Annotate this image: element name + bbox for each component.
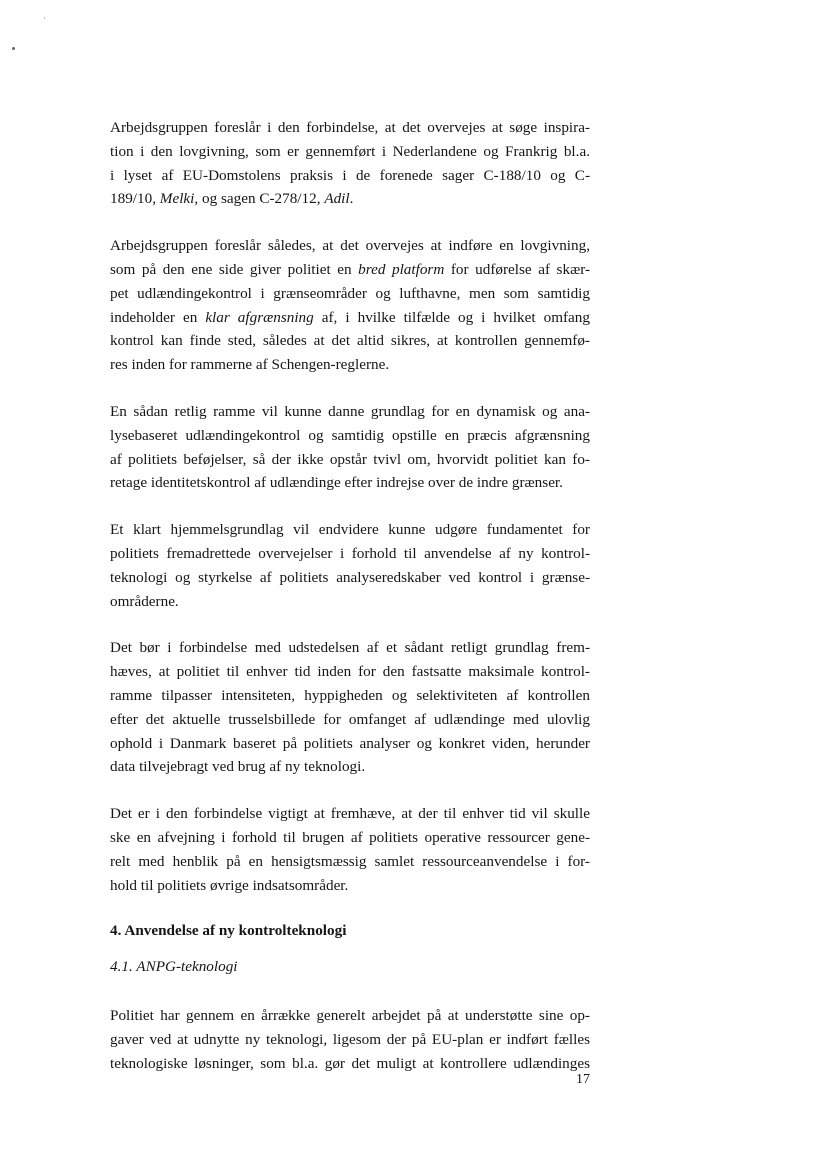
text-line <box>110 1028 590 1052</box>
section-heading: 4. Anvendelse af ny kontrolteknologi <box>110 922 347 940</box>
text-line <box>110 660 590 684</box>
text-line <box>110 164 590 188</box>
paragraph <box>110 636 590 779</box>
text-run: hæves, at politiet til enhver tid inden for den fastsatte maksimale kontrol- <box>110 663 590 681</box>
text-line <box>110 732 590 756</box>
text-line <box>110 329 590 353</box>
page-number: 17 <box>576 1072 590 1087</box>
text-run: lysebaseret udlændingekontrol og samtidig opstille en præcis afgrænsning <box>110 426 590 444</box>
text-line <box>110 802 590 826</box>
text-run: Arbejdsgruppen foreslår således, at det overvejes at indføre en lovgivning, <box>110 237 590 255</box>
text-line <box>110 471 590 495</box>
italic-text: Melki <box>159 190 195 208</box>
text-line <box>110 590 590 614</box>
text-run: , og sagen C-278/12, <box>194 190 325 208</box>
page-body <box>110 116 590 1076</box>
text-line <box>110 282 590 306</box>
text-run: ramme tilpasser intensiteten, hyppigheden og selektiviteten af kontrollen <box>110 686 590 704</box>
text-line <box>110 708 590 732</box>
text-run: pet udlændingekontrol i grænseområder og lufthavne, men som samtidig <box>110 284 590 302</box>
text-line <box>110 826 590 850</box>
paragraph <box>110 400 590 495</box>
italic-text: bred platform <box>358 260 445 278</box>
text-run: Et klart hjemmelsgrundlag vil endvidere kunne udgøre fundamentet for <box>110 521 590 539</box>
text-line <box>110 636 590 660</box>
text-line <box>110 684 590 708</box>
paragraph <box>110 518 590 613</box>
text-run: hold til politiets øvrige indsatsområder. <box>110 876 349 894</box>
paragraph <box>110 234 590 377</box>
text-line <box>110 755 590 779</box>
text-run: gaver ved at udnytte ny teknologi, ligesom der på EU-plan er indført fælles <box>110 1031 590 1049</box>
text-run: områderne. <box>110 592 179 610</box>
text-run: som på den ene side giver politiet en <box>110 260 359 278</box>
text-line <box>110 1052 590 1076</box>
text-line <box>110 448 590 472</box>
text-run: Det bør i forbindelse med udstedelsen af et sådant retligt grundlag frem- <box>110 639 590 657</box>
text-run: relt med henblik på en hensigtsmæssig samlet ressourceanvendelse i for- <box>110 852 590 870</box>
italic-text: Adil <box>324 190 350 208</box>
text-line <box>110 187 590 211</box>
text-line <box>110 140 590 164</box>
text-line <box>110 116 590 140</box>
text-run: indeholder en <box>110 308 206 326</box>
text-run: politiets fremadrettede overvejelser i forhold til anvendelse af ny kontrol- <box>110 544 590 562</box>
paragraph <box>110 116 590 211</box>
text-run: for udførelse af skær- <box>444 260 591 278</box>
text-run: . <box>349 190 354 208</box>
text-line <box>110 1004 590 1028</box>
text-run: teknologiske løsninger, som bl.a. gør det muligt at kontrollere udlændinges <box>110 1054 590 1072</box>
text-run: res inden for rammerne af Schengen-reglerne. <box>110 356 390 374</box>
text-run: tion i den lovgivning, som er gennemført i Nederlandene og Frankrig bl.a. <box>110 142 590 160</box>
text-run: af politiets beføjelser, så der ikke opstår tvivl om, hvorvidt politiet kan fo- <box>110 450 590 468</box>
text-run: kontrol kan finde sted, således at det altid sikres, at kontrollen gennemfø- <box>110 332 590 350</box>
paragraph <box>110 1004 590 1075</box>
text-run: Politiet har gennem en årrække generelt arbejdet på at understøtte sine op- <box>110 1007 590 1025</box>
text-run: retage identitetskontrol af udlændinge efter indrejse over de indre grænser. <box>110 474 563 492</box>
text-line <box>110 518 590 542</box>
text-run: ophold i Danmark baseret på politiets analyser og konkret viden, herunder <box>110 734 590 752</box>
text-run: teknologi og styrkelse af politiets analyseredskaber ved kontrol i grænse- <box>110 568 590 586</box>
text-run: 189/10, <box>110 190 160 208</box>
subsection-heading: 4.1. ANPG-teknologi <box>110 958 238 976</box>
text-run: ske en afvejning i forhold til brugen af politiets operative ressourcer gene- <box>110 828 590 846</box>
text-run: Arbejdsgruppen foreslår i den forbindelse, at det overvejes at søge inspira- <box>110 119 590 136</box>
text-run: data tilvejebragt ved brug af ny teknologi. <box>110 758 366 776</box>
text-line <box>110 566 590 590</box>
text-run: En sådan retlig ramme vil kunne danne grundlag for en dynamisk og ana- <box>110 402 590 420</box>
paragraph <box>110 802 590 897</box>
text-run: i lyset af EU-Domstolens praksis i de forenede sager C-188/10 og C- <box>110 166 590 184</box>
text-run: efter det aktuelle trusselsbillede for omfanget af udlændinge med ulovlig <box>110 710 590 728</box>
text-line <box>110 353 590 377</box>
text-line <box>110 874 590 898</box>
scan-speck <box>44 17 45 19</box>
scan-speck <box>12 47 15 50</box>
text-line <box>110 542 590 566</box>
text-line <box>110 258 590 282</box>
text-line <box>110 400 590 424</box>
text-line <box>110 424 590 448</box>
text-run: Det er i den forbindelse vigtigt at fremhæve, at der til enhver tid vil skulle <box>110 805 590 823</box>
text-line <box>110 234 590 258</box>
italic-text: klar afgrænsning <box>205 308 314 326</box>
text-line <box>110 850 590 874</box>
text-run: af, i hvilke tilfælde og i hvilket omfang <box>313 308 590 326</box>
text-line <box>110 306 590 330</box>
